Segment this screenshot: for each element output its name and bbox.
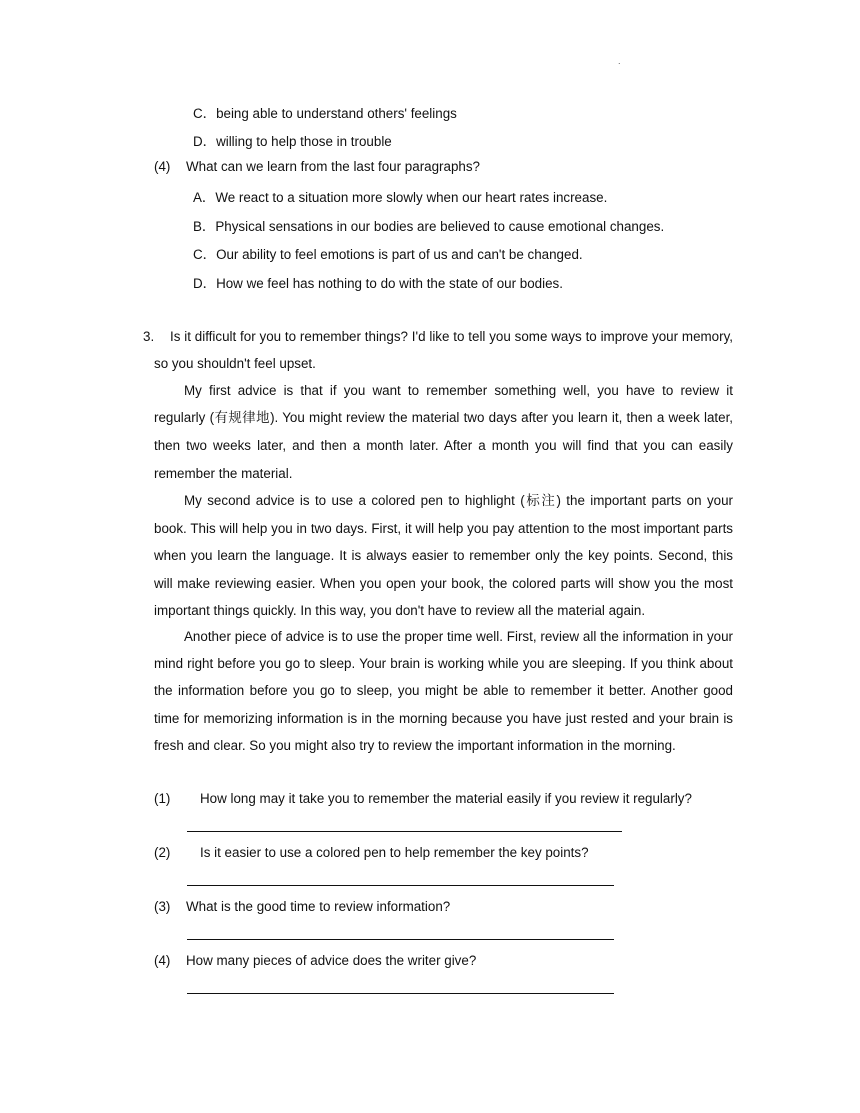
- option-d: [193, 131, 392, 150]
- paragraph-text: ) the important parts on your book. This will help you in two days. First, it will help you pay attention to the most important parts when you learn the language. It is always easier to remember only the key points. Second, this will make reviewing easier. When you open your book, the colored parts will show you the most important things quickly. In this way, you don't have to review all the material again.: [154, 493, 733, 618]
- option-b: [193, 216, 664, 235]
- question-text: How long may it take you to remember the material easily if you review it regularly?: [200, 791, 692, 806]
- paragraph-text: My first advice is that if you want to remember something well, you have to review it regularly (: [154, 383, 733, 426]
- passage-paragraph-2: [154, 377, 733, 487]
- paragraph-text: My second advice is to use a colored pen to highlight (: [184, 493, 525, 508]
- question-text: What is the good time to review information?: [186, 899, 451, 914]
- paragraph-text: ). You might review the material two days after you learn it, then a week later, then two weeks later, and then a month later. After a month you will find that you can easily remember the material.: [154, 410, 734, 481]
- option-letter: D．: [193, 134, 217, 149]
- header-mark: .: [618, 56, 621, 66]
- option-letter: A．: [193, 190, 216, 205]
- option-a: [193, 187, 607, 206]
- option-letter: C．: [193, 247, 217, 262]
- answer-line[interactable]: [187, 939, 614, 940]
- passage-paragraph-4: Another piece of advice is to use the proper time well. First, review all the information in your mind right before you go to sleep. Your brain is working while you are sleeping. If you think about the information before you go to sleep, you might be able to remember it better. Another good time for memorizing information is in the morning because you have just rested and your brain is fresh and clear. So you might also try to review the important information in the morning.: [154, 629, 733, 753]
- option-c: [193, 244, 583, 263]
- option-text: being able to understand others' feelings: [216, 106, 457, 121]
- option-text: We react to a situation more slowly when our heart rates increase.: [215, 190, 608, 205]
- question-number: (3): [154, 899, 171, 914]
- option-letter: C．: [193, 106, 217, 121]
- option-text: Physical sensations in our bodies are believed to cause emotional changes.: [215, 219, 665, 234]
- passage-paragraph-3: [154, 487, 733, 624]
- option-d: [193, 273, 563, 292]
- answer-line[interactable]: [187, 885, 614, 886]
- passage-number: 3.: [143, 329, 155, 344]
- passage-paragraph-1: Is it difficult for you to remember things? I'd like to tell you some ways to improve your memory, so you shouldn't feel upset.: [154, 329, 733, 372]
- question-number: (1): [154, 791, 171, 806]
- chinese-gloss: 标注: [524, 494, 557, 509]
- option-text: Our ability to feel emotions is part of us and can't be changed.: [216, 247, 583, 262]
- question-text: How many pieces of advice does the writer give?: [186, 953, 477, 968]
- question-number: (2): [154, 845, 171, 860]
- question-text: What can we learn from the last four paragraphs?: [186, 159, 480, 174]
- chinese-gloss: 有规律地: [214, 411, 271, 427]
- question-number: (4): [154, 159, 171, 174]
- question-text: Is it easier to use a colored pen to help remember the key points?: [200, 845, 589, 860]
- option-c: [193, 103, 457, 122]
- option-letter: B．: [193, 219, 216, 234]
- option-letter: D．: [193, 276, 217, 291]
- question-number: (4): [154, 953, 171, 968]
- answer-line[interactable]: [187, 993, 614, 994]
- answer-line[interactable]: [187, 831, 622, 832]
- option-text: How we feel has nothing to do with the state of our bodies.: [216, 276, 563, 291]
- option-text: willing to help those in trouble: [216, 134, 392, 149]
